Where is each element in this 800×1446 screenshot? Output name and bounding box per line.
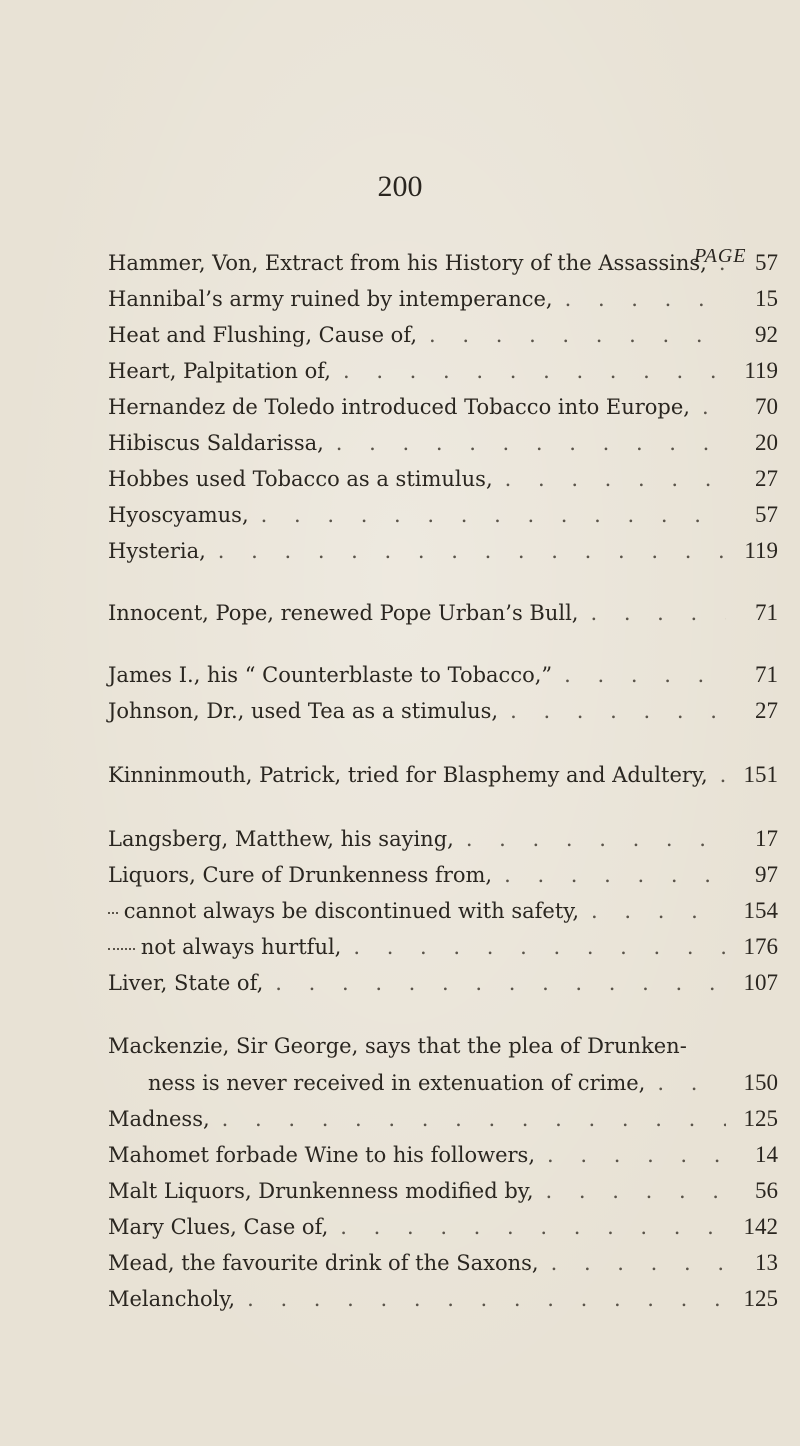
entry-page: 57 (755, 250, 778, 275)
index-entry (108, 430, 778, 464)
entry-page: 27 (755, 698, 778, 723)
index-entry-continuation (148, 1070, 778, 1104)
entry-page: 14 (755, 1142, 778, 1167)
leader-dots (707, 251, 726, 275)
leader-dots (331, 359, 726, 383)
index-entry (108, 762, 778, 796)
leader-dots (539, 1251, 726, 1275)
index-entry (108, 662, 778, 696)
entry-page: 27 (755, 466, 778, 491)
leader-dots (454, 827, 726, 851)
index-entry (108, 286, 778, 320)
index-entry (108, 970, 778, 1004)
entry-label: Johnson, Dr., used Tea as a stimulus, (108, 699, 499, 723)
leader-dots (492, 863, 726, 887)
index-entry (108, 1214, 778, 1248)
page-column-header: PAGE (694, 245, 747, 267)
entry-label: James I., his “ Counterblaste to Tobacco,” (108, 663, 553, 687)
leader-dots (324, 431, 726, 455)
leader-dots (206, 539, 726, 563)
entry-page: 150 (743, 1070, 778, 1095)
entry-page: 125 (743, 1106, 778, 1131)
leader-dots (235, 1287, 726, 1311)
entry-label: Hannibal’s army ruined by intemperance, (108, 287, 553, 311)
index-entry (108, 538, 778, 572)
index-entry (108, 466, 778, 500)
entry-label: Madness, (108, 1107, 210, 1131)
leader-dots (645, 1071, 726, 1095)
leader-dots (263, 971, 726, 995)
entry-label: Langsberg, Matthew, his saying, (108, 827, 454, 851)
entry-page: 151 (743, 762, 778, 787)
entry-page: 20 (755, 430, 778, 455)
entry-page: 71 (755, 662, 778, 687)
index-entry (108, 1106, 778, 1140)
entry-page: 13 (755, 1250, 778, 1275)
entry-page: 125 (743, 1286, 778, 1311)
index-entry (108, 322, 778, 356)
entry-label: Melancholy, (108, 1287, 236, 1311)
entry-label: Mahomet forbade Wine to his followers, (108, 1143, 536, 1167)
index-entry (108, 600, 778, 634)
entry-page: 142 (743, 1214, 778, 1239)
entry-label: Liquors, Cure of Drunkenness from, (108, 863, 493, 887)
leader-dots (553, 287, 726, 311)
entry-label: Hyoscyamus, (108, 503, 249, 527)
entry-label: Liver, State of, (108, 971, 264, 995)
index-entry (108, 1286, 778, 1320)
leader-dots (690, 395, 726, 419)
entry-label: Hobbes used Tobacco as a stimulus, (108, 467, 493, 491)
leader-dots (498, 699, 726, 723)
leader-dots (578, 601, 726, 625)
entry-label: Hernandez de Toledo introduced Tobacco into Europe, (108, 395, 690, 419)
entry-page: 56 (755, 1178, 778, 1203)
entry-label: Heat and Flushing, Cause of, (108, 323, 418, 347)
entry-label: Mackenzie, Sir George, says that the plea of Drunken- (108, 1034, 687, 1058)
index-entry (108, 698, 778, 732)
entry-page: 57 (755, 502, 778, 527)
leader-dots (708, 763, 726, 787)
entry-page: 15 (755, 286, 778, 311)
entry-page: 97 (755, 862, 778, 887)
index-entry (108, 1250, 778, 1284)
index-entry (108, 250, 778, 284)
entry-label: Kinninmouth, Patrick, tried for Blasphemy and Adultery, (108, 763, 708, 787)
entry-page: 70 (755, 394, 778, 419)
entry-page: 92 (755, 322, 778, 347)
page-number: 200 (377, 170, 423, 203)
index-subentry (108, 934, 778, 968)
leader-dots (552, 663, 726, 687)
entry-page: 107 (743, 970, 778, 995)
entry-label: cannot always be discontinued with safety, (123, 899, 580, 923)
index-entry (108, 826, 778, 860)
entry-page: 17 (755, 826, 778, 851)
entry-page: 71 (755, 600, 778, 625)
index-subentry (108, 898, 778, 932)
leader-dots (341, 935, 726, 959)
leader-dots (535, 1143, 726, 1167)
index-entry (108, 502, 778, 536)
entry-page: 176 (743, 934, 778, 959)
index-entry (108, 862, 778, 896)
ditto-rule (108, 948, 135, 950)
entry-label: Innocent, Pope, renewed Pope Urban’s Bull, (108, 601, 579, 625)
entry-label: Hammer, Von, Extract from his History of the Assassins, (108, 251, 707, 275)
leader-dots (579, 899, 726, 923)
entry-label: Hibiscus Saldarissa, (108, 431, 324, 455)
leader-dots (328, 1215, 726, 1239)
leader-dots (249, 503, 726, 527)
entry-label: Heart, Palpitation of, (108, 359, 331, 383)
index-entry (108, 1034, 778, 1068)
entry-page: 154 (743, 898, 778, 923)
entry-label: Mary Clues, Case of, (108, 1215, 329, 1239)
entry-page: 119 (744, 538, 778, 563)
ditto-rule (108, 912, 118, 914)
index-entry (108, 1142, 778, 1176)
entry-label: ness is never received in extenuation of crime, (148, 1071, 646, 1095)
entry-label: Hysteria, (108, 539, 206, 563)
leader-dots (493, 467, 726, 491)
entry-label: Malt Liquors, Drunkenness modified by, (108, 1179, 534, 1203)
leader-dots (210, 1107, 726, 1131)
entry-page: 119 (744, 358, 778, 383)
leader-dots (417, 323, 726, 347)
index-entry (108, 394, 778, 428)
index-entry (108, 1178, 778, 1212)
entry-label: not always hurtful, (140, 935, 342, 959)
entry-label: Mead, the favourite drink of the Saxons, (108, 1251, 539, 1275)
index-entry (108, 358, 778, 392)
leader-dots (534, 1179, 726, 1203)
